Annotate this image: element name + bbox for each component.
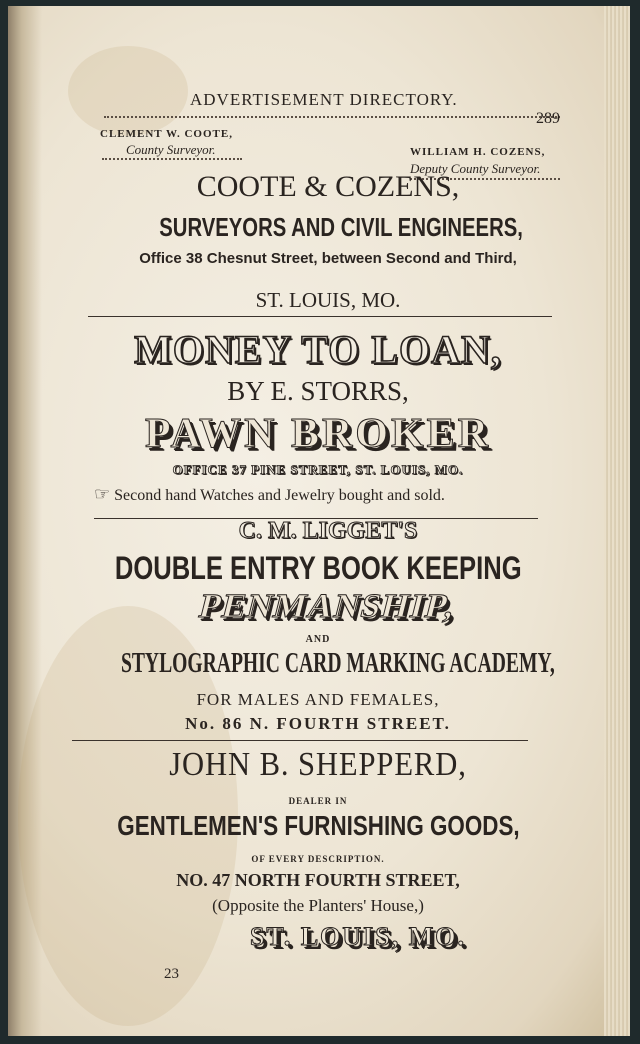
coote-name: CLEMENT W. COOTE,	[100, 128, 233, 140]
header-wavy-rule	[104, 110, 560, 118]
signature-mark: 23	[164, 966, 179, 982]
storrs-name: BY E. STORRS,	[227, 376, 409, 406]
shepperd-city: ST. LOUIS, MO.	[249, 922, 467, 951]
ligget-name: C. M. LIGGET'S	[238, 518, 418, 544]
firm-name: COOTE & COZENS,	[196, 170, 460, 203]
shepperd-address: NO. 47 NORTH FOURTH STREET,	[176, 870, 460, 890]
pawn-note: Second hand Watches and Jewelry bought and sold.	[114, 487, 445, 504]
pawn-broker-title: PAWN BROKER	[144, 411, 492, 457]
firm-city: ST. LOUIS, MO.	[255, 288, 401, 312]
divider	[88, 316, 552, 317]
divider	[72, 740, 528, 741]
shepperd-opposite: (Opposite the Planters' House,)	[212, 896, 424, 915]
page-number: 289	[536, 110, 560, 127]
coote-wavy-rule	[102, 154, 242, 160]
ligget-address: No. 86 N. FOURTH STREET.	[185, 714, 451, 733]
water-stain	[68, 46, 188, 136]
running-head: ADVERTISEMENT DIRECTORY.	[190, 90, 458, 109]
page-edge-stack	[604, 6, 630, 1036]
shepperd-name: JOHN B. SHEPPERD,	[169, 746, 467, 783]
cozens-role: Deputy County Surveyor.	[410, 161, 541, 176]
pawn-office: OFFICE 37 PINE STREET, ST. LOUIS, MO.	[172, 462, 464, 477]
ligget-bookkeeping: DOUBLE ENTRY BOOK KEEPING	[114, 550, 522, 586]
book-page	[8, 6, 630, 1036]
ligget-and: AND	[305, 634, 331, 645]
shepperd-every-description: OF EVERY DESCRIPTION.	[251, 854, 385, 864]
firm-office: Office 38 Chesnut Street, between Second and Third,	[139, 250, 517, 267]
ligget-penmanship: PENMANSHIP,	[195, 588, 461, 625]
shepperd-dealer-in: DEALER IN	[288, 796, 348, 806]
ligget-audience: FOR MALES AND FEMALES,	[196, 690, 440, 709]
pointing-hand-icon: ☞	[94, 484, 111, 504]
cozens-name: WILLIAM H. COZENS,	[410, 146, 546, 158]
ligget-academy: STYLOGRAPHIC CARD MARKING ACADEMY,	[120, 648, 555, 679]
coote-role: County Surveyor.	[126, 142, 216, 157]
money-to-loan-headline: MONEY TO LOAN,	[134, 327, 502, 372]
firm-profession: SURVEYORS AND CIVIL ENGINEERS,	[159, 212, 523, 242]
shepperd-goods: GENTLEMEN'S FURNISHING GOODS,	[116, 810, 520, 841]
